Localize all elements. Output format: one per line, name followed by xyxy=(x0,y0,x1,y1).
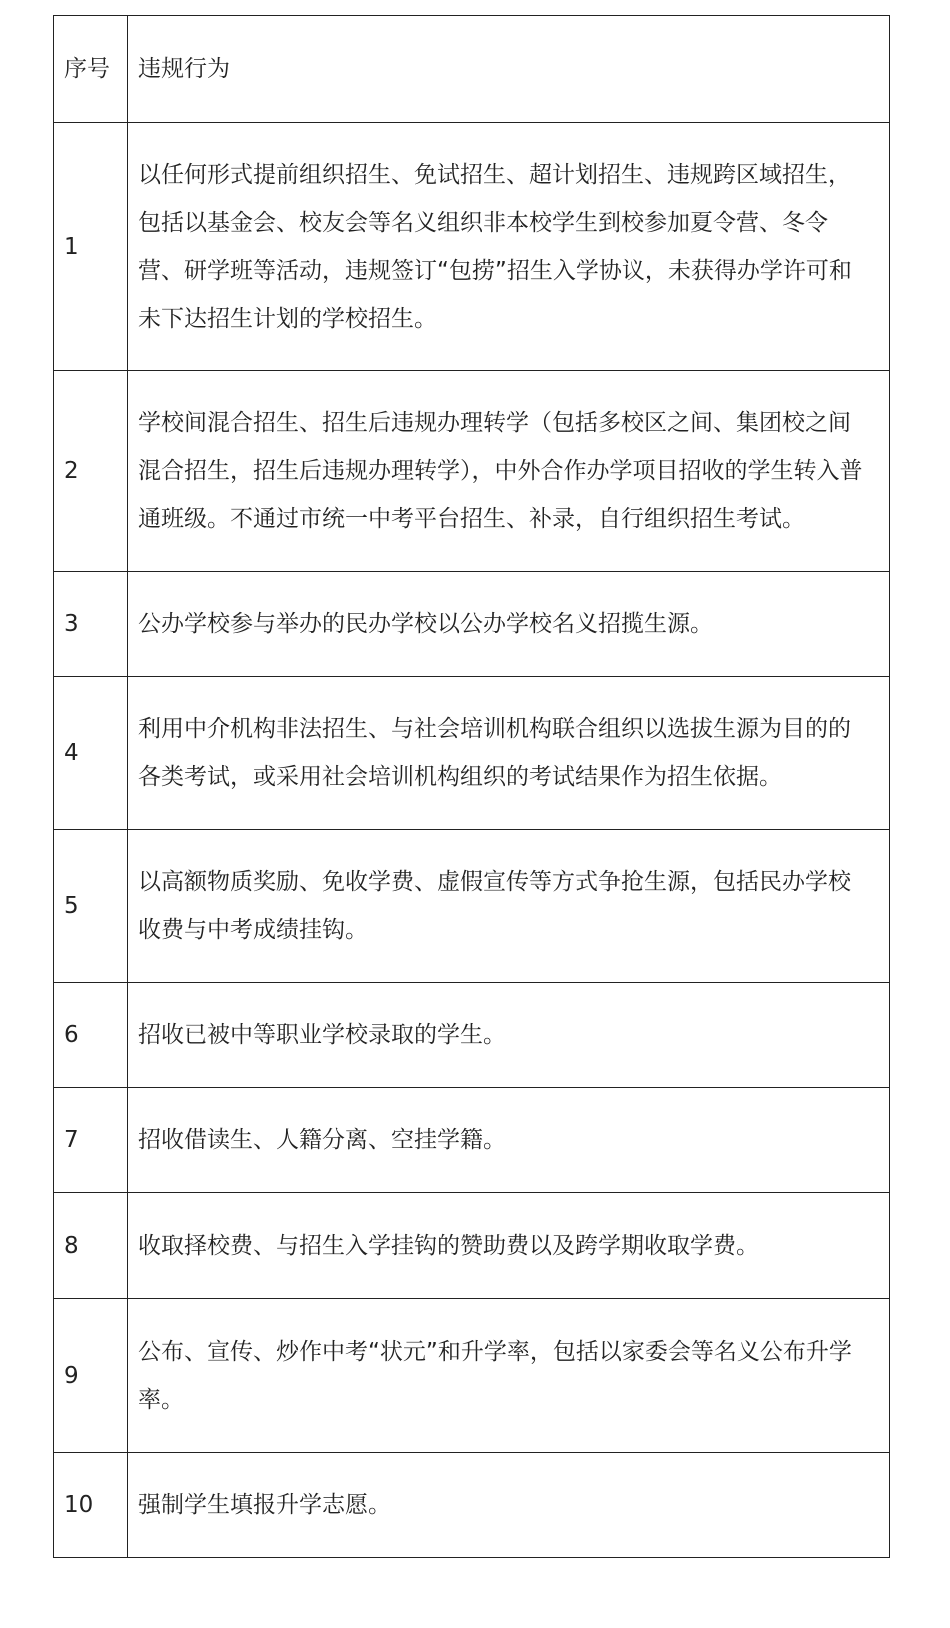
row-violation-text: 以任何形式提前组织招生、免试招生、超计划招生、违规跨区域招生，包括以基金会、校友会等名义组织非本校学生到校参加夏令营、冬令营、研学班等活动，违规签订“包捞”招生入学协议，未获得办学许可和未下达招生计划的学校招生。 xyxy=(128,123,890,371)
row-number: 7 xyxy=(54,1088,128,1193)
row-violation-text: 收取择校费、与招生入学挂钩的赞助费以及跨学期收取学费。 xyxy=(128,1193,890,1299)
table-row xyxy=(54,677,890,830)
table-header-row xyxy=(54,16,890,123)
row-violation-text: 招收已被中等职业学校录取的学生。 xyxy=(128,983,890,1088)
violations-table xyxy=(53,15,890,1558)
table-row xyxy=(54,371,890,572)
row-violation-text: 以高额物质奖励、免收学费、虚假宣传等方式争抢生源，包括民办学校收费与中考成绩挂钩。 xyxy=(128,830,890,983)
row-number: 6 xyxy=(54,983,128,1088)
table-row xyxy=(54,572,890,677)
row-number: 3 xyxy=(54,572,128,677)
row-violation-text: 公布、宣传、炒作中考“状元”和升学率，包括以家委会等名义公布升学率。 xyxy=(128,1299,890,1453)
table-row xyxy=(54,983,890,1088)
row-violation-text: 招收借读生、人籍分离、空挂学籍。 xyxy=(128,1088,890,1193)
table-row xyxy=(54,1088,890,1193)
table-row xyxy=(54,1193,890,1299)
row-number: 5 xyxy=(54,830,128,983)
header-cell-violation: 违规行为 xyxy=(128,16,890,123)
row-number: 10 xyxy=(54,1453,128,1558)
row-number: 4 xyxy=(54,677,128,830)
row-number: 2 xyxy=(54,371,128,572)
row-number: 8 xyxy=(54,1193,128,1299)
row-violation-text: 利用中介机构非法招生、与社会培训机构联合组织以选拔生源为目的的各类考试，或采用社会培训机构组织的考试结果作为招生依据。 xyxy=(128,677,890,830)
row-number: 9 xyxy=(54,1299,128,1453)
row-violation-text: 强制学生填报升学志愿。 xyxy=(128,1453,890,1558)
table-row xyxy=(54,123,890,371)
table-row xyxy=(54,1299,890,1453)
header-cell-number: 序号 xyxy=(54,16,128,123)
table-row xyxy=(54,830,890,983)
row-number: 1 xyxy=(54,123,128,371)
table-row xyxy=(54,1453,890,1558)
row-violation-text: 公办学校参与举办的民办学校以公办学校名义招揽生源。 xyxy=(128,572,890,677)
row-violation-text: 学校间混合招生、招生后违规办理转学（包括多校区之间、集团校之间混合招生，招生后违规办理转学），中外合作办学项目招收的学生转入普通班级。不通过市统一中考平台招生、补录，自行组织招生考试。 xyxy=(128,371,890,572)
